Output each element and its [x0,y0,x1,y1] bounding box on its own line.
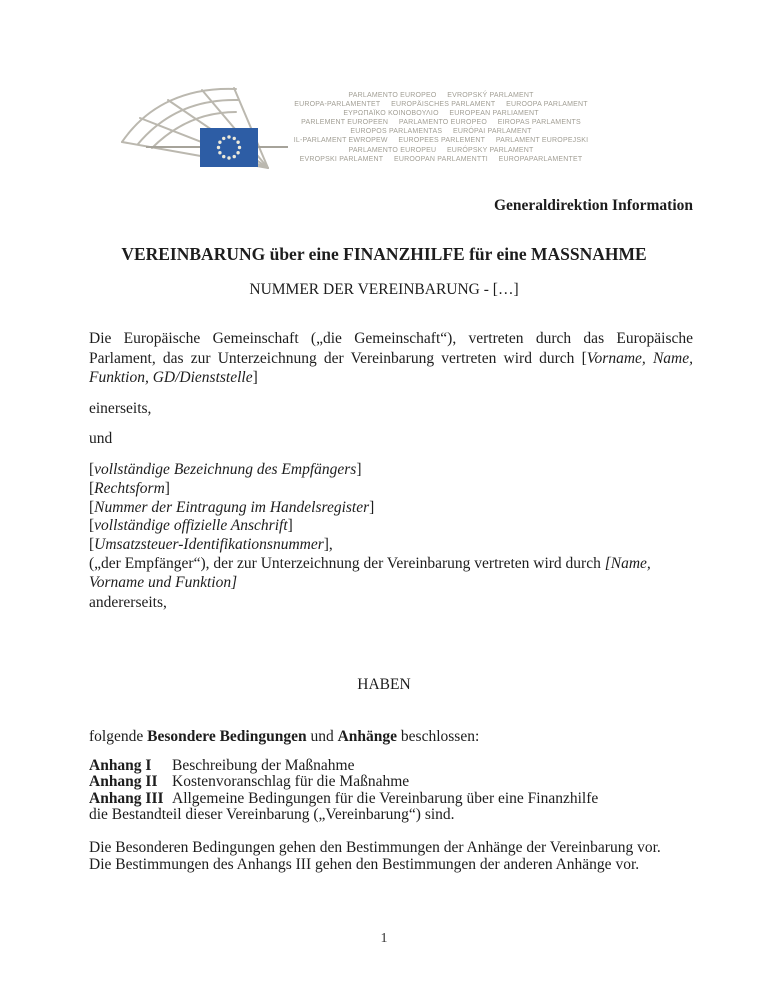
bracket: [ [89,479,95,497]
recipient-line [89,499,693,518]
placeholder-text: Rechtsform [94,479,165,497]
placeholder-text: Umsatzsteuer-Identifikationsnummer [94,536,324,554]
annex-row [89,774,693,790]
decision-line [89,728,693,746]
logo-language-line: EVROPSKI PARLAMENT EUROOPAN PARLAMENTTI EUROPAPARLAMENTET [299,155,583,163]
haben-heading: HABEN [357,676,411,693]
logo-language-line: EUROPOS PARLAMENTAS EURÓPAI PARLAMENT [350,128,532,136]
decision-mid: und [306,728,338,745]
annex-label: Anhang I [89,757,152,774]
logo-language-line: EUROPA-PARLAMENTET EUROPÄISCHES PARLAMENT EUROOPA PARLAMENT [294,101,588,109]
eu-flag-icon [200,128,258,167]
logo-language-line: ΕΥΡΩΠΑΪΚΟ ΚΟΙΝΟΒΟΥΛΙΟ EUROPEAN PARLIAMENT [343,110,539,118]
doc-title: VEREINBARUNG über eine FINANZHILFE für eine MASSNAHME [121,244,647,264]
doc-subtitle: NUMMER DER VEREINBARUNG - […] [249,281,519,298]
recipient-details [89,461,693,593]
recipient-line [89,555,693,593]
annex-row [89,791,693,807]
logo-language-line: PARLAMENTO EUROPEO EVROPSKÝ PARLAMENT [348,92,534,99]
annex-label: Anhang III [89,789,164,807]
precedence-paragraph [89,840,693,873]
bracket: [ [89,498,95,516]
annex-desc: Beschreibung der Maßnahme [172,757,355,774]
annex-row [89,758,693,774]
precedence-line: Die Bestimmungen des Anhangs III gehen den Bestimmungen der anderen Anhänge vor. [89,855,640,873]
logo-language-line: IL-PARLAMENT EWROPEW EUROPEES PARLEMENT PARLAMENT EUROPEJSKI [293,137,589,145]
bracket: ], [323,536,333,554]
placeholder-text: vollständige Bezeichnung des Empfängers [94,461,357,478]
recipient-line [89,480,693,499]
recipient-line [89,461,693,480]
decision-bold-besondere: Besondere Bedingungen [147,728,307,745]
party-einerseits: einerseits, [89,400,152,417]
recipient-line [89,536,693,555]
intro-placeholder: Vorname, Name, Funktion, GD/Dienststelle [89,349,693,386]
ep-logo-wordmark [255,91,627,164]
placeholder-text: vollständige offizielle Anschrift [94,517,288,535]
logo-language-line: PARLAMENTO EUROPEU EURÓPSKY PARLAMENT [348,146,534,154]
annex-desc: Allgemeine Bedingungen für die Vereinbarung über eine Finanzhilfe [172,789,599,807]
annex-label: Anhang II [89,773,158,791]
page-number: 1 [380,931,388,946]
bracket: [ [89,517,95,535]
recipient-line [89,517,693,536]
logo-language-line: PARLEMENT EUROPEEN PARLAMENTO EUROPEO EIROPAS PARLAMENTS [301,119,581,127]
decision-pre: folgende [89,728,148,745]
intro-close-bracket: ] [252,369,258,386]
conjunction-und: und [89,430,113,447]
annex-list [89,758,693,824]
placeholder-text: Nummer der Eintragung im Handelsregister [94,498,370,516]
bracket: ] [164,479,170,497]
annex-note: die Bestandteil dieser Vereinbarung („Vereinbarung“) sind. [89,806,455,824]
bracket: [ [89,461,95,478]
bracket: ] [356,461,362,478]
bracket: ] [369,498,375,516]
department-heading: Generaldirektion Information [493,197,693,214]
recipient-signing-text: („der Empfänger“), der zur Unterzeichnung der Vereinbarung vertreten wird durch [89,554,605,572]
intro-paragraph [89,329,693,388]
bracket: ] [287,517,293,535]
decision-post: beschlossen: [397,728,480,745]
party-andererseits: andererseits, [89,594,167,611]
placeholder-text: [Name, Vorname und Funktion] [89,554,651,591]
decision-bold-anhaenge: Anhänge [337,728,398,745]
bracket: [ [89,536,95,554]
precedence-line: Die Besonderen Bedingungen gehen den Bestimmungen der Anhänge der Vereinbarung vor. [89,839,661,856]
intro-text: Die Europäische Gemeinschaft („die Gemeinschaft“), vertreten durch das Europäische Parlament, das zur Unterzeichnung der Vereinbarung vertreten wird durch [ [89,330,693,367]
annex-desc: Kostenvoranschlag für die Maßnahme [172,773,410,791]
